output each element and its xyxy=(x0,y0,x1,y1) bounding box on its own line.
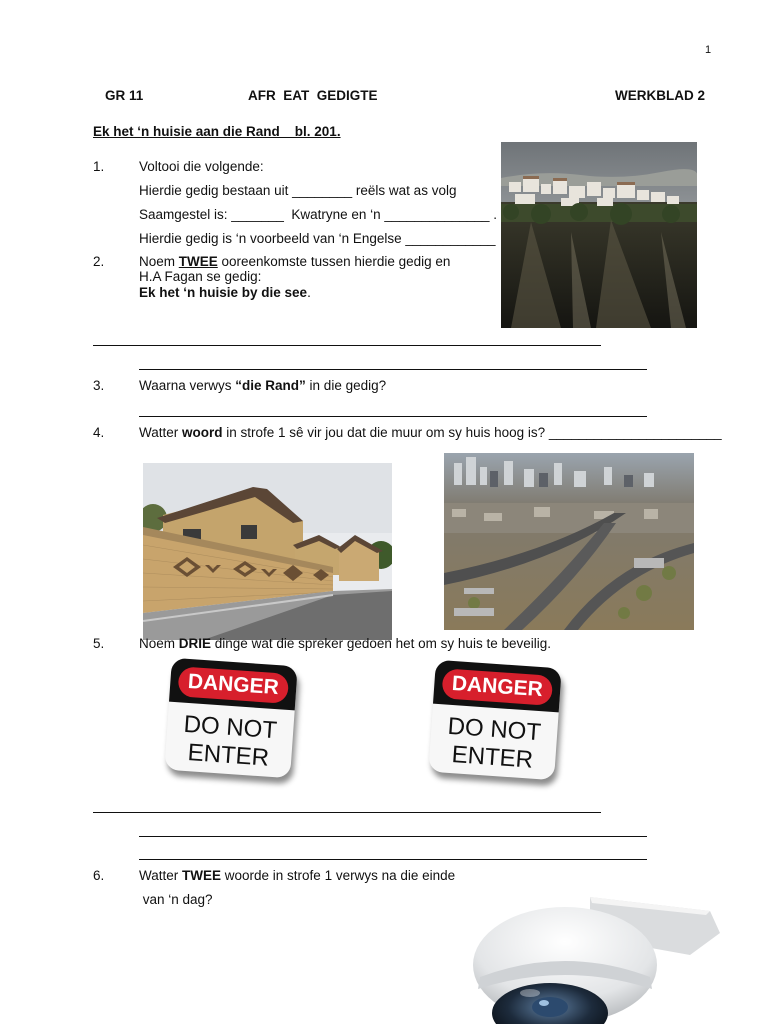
q2-number: 2. xyxy=(93,254,105,269)
q6-line-2: van ‘n dag? xyxy=(139,892,213,907)
enter-label: ENTER xyxy=(186,739,270,772)
danger-sign xyxy=(428,660,562,781)
q3-number: 3. xyxy=(93,378,105,393)
danger-label: DANGER xyxy=(441,668,553,706)
q5-keyword: DRIE xyxy=(178,636,212,651)
q6-number: 6. xyxy=(93,868,105,883)
q3-text: Waarna verwys “die Rand” in die gedig? xyxy=(139,378,387,393)
q1-line-3: Saamgestel is: _______ Kwatryne en ‘n ______________ . xyxy=(139,207,498,222)
header-subject: AFR EAT GEDIGTE xyxy=(248,88,378,103)
q2-keyword: TWEE xyxy=(178,254,218,269)
security-camera-image xyxy=(470,885,730,1024)
do-not-label: DO NOT xyxy=(446,712,542,747)
answer-line[interactable] xyxy=(93,812,601,813)
q1-instruction: Voltooi die volgende: xyxy=(139,159,264,174)
header-worksheet: WERKBLAD 2 xyxy=(615,88,705,103)
q6-text: Watter TWEE woorde in strofe 1 verwys na die einde xyxy=(139,868,456,883)
q1-line-2: Hierdie gedig bestaan uit ________ reëls wat as volg xyxy=(139,183,457,198)
answer-line[interactable] xyxy=(139,416,647,417)
cliff-town-photo xyxy=(501,142,697,328)
answer-line[interactable] xyxy=(139,859,647,860)
house-wall-photo xyxy=(143,463,392,640)
enter-label: ENTER xyxy=(450,741,534,774)
answer-line[interactable] xyxy=(93,345,601,346)
q1-line-4: Hierdie gedig is ‘n voorbeeld van ‘n Engelse ____________ xyxy=(139,231,496,246)
danger-sign xyxy=(164,658,298,779)
q2-line-2: H.A Fagan se gedig: xyxy=(139,269,262,284)
q2-line-1: Noem TWEE ooreenkomste tussen hierdie gedig en xyxy=(139,254,451,269)
q6-keyword: TWEE xyxy=(182,868,222,883)
poem-title: Ek het ‘n huisie aan die Rand bl. 201. xyxy=(93,124,341,139)
q5-number: 5. xyxy=(93,636,105,651)
page-number: 1 xyxy=(705,44,712,56)
q4-keyword: woord xyxy=(182,425,223,440)
q1-number: 1. xyxy=(93,159,105,174)
q4-number: 4. xyxy=(93,425,105,440)
q3-keyword: “die Rand” xyxy=(235,378,306,393)
q2-line-3: Ek het ‘n huisie by die see. xyxy=(139,285,311,300)
aerial-city-photo xyxy=(444,453,694,630)
do-not-label: DO NOT xyxy=(182,710,278,745)
header-grade: GR 11 xyxy=(105,88,144,103)
answer-line[interactable] xyxy=(139,369,647,370)
danger-label: DANGER xyxy=(177,666,289,704)
answer-line[interactable] xyxy=(139,836,647,837)
q4-text: Watter woord in strofe 1 sê vir jou dat die muur om sy huis hoog is? _______________________ xyxy=(139,425,722,440)
q5-text: Noem DRIE dinge wat die spreker gedoen het om sy huis te beveilig. xyxy=(139,636,551,651)
